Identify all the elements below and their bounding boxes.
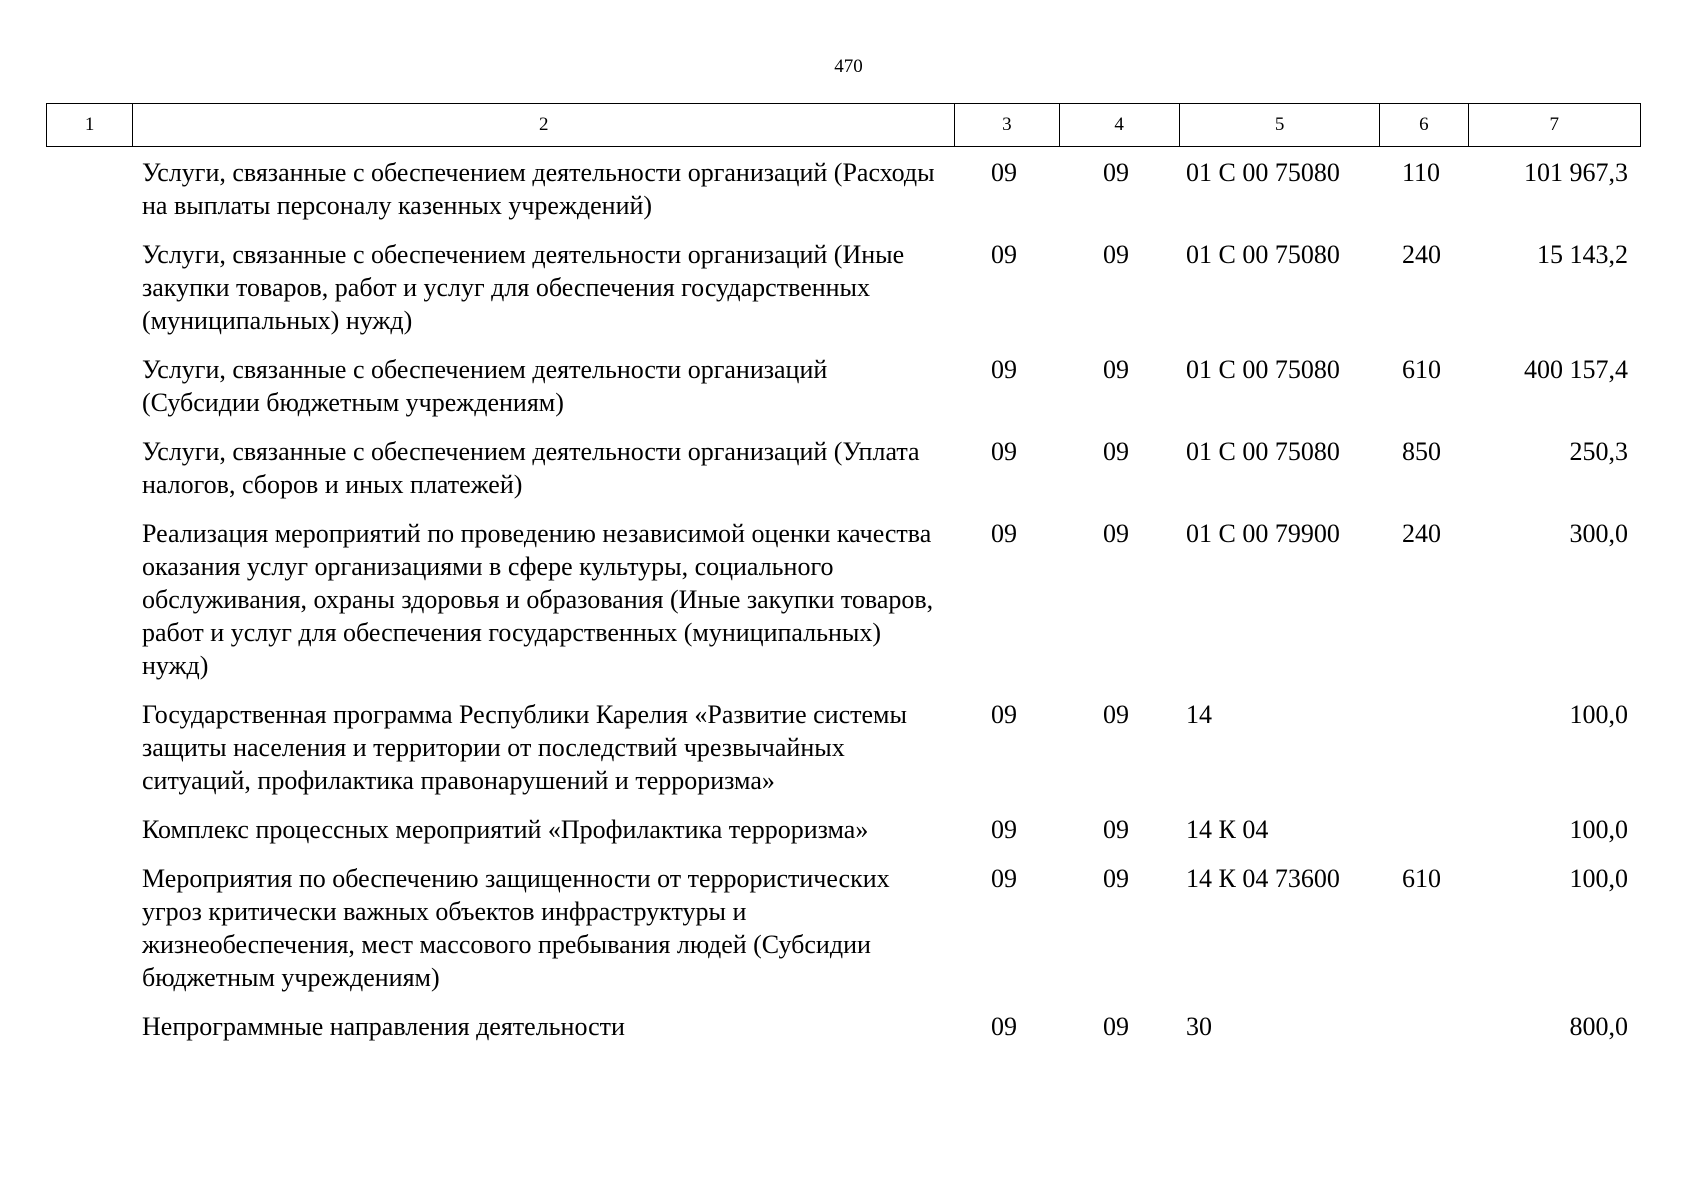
row-expense-type: 610 [1402, 864, 1441, 893]
row-name: Услуги, связанные с обеспечением деятельности организаций (Иные закупки товаров, работ и услуг для обеспечения государственных (муниципальных) нужд) [142, 240, 905, 335]
row-name: Комплекс процессных мероприятий «Профилактика терроризма» [142, 815, 869, 844]
row-expense-type: 110 [1402, 158, 1441, 187]
row-section: 09 [991, 815, 1017, 844]
row-subsection: 09 [1103, 519, 1129, 548]
row-target-article: 01 С 00 75080 [1186, 355, 1340, 384]
table-row [46, 353, 1641, 419]
row-target-article: 14 [1186, 700, 1212, 729]
row-sum: 400 157,4 [1524, 355, 1628, 384]
row-target-article: 14 К 04 73600 [1186, 864, 1340, 893]
header-col-1: 1 [47, 104, 133, 147]
row-target-article: 01 С 00 75080 [1186, 240, 1340, 269]
row-section: 09 [991, 1012, 1017, 1041]
page-number: 470 [834, 56, 863, 77]
row-name: Реализация мероприятий по проведению независимой оценки качества оказания услуг организациями в сфере культуры, социального обслуживания, охраны здоровья и образования (Иные закупки товаров, работ и услуг для обеспечения государственных (муниципальных) нужд) [142, 519, 934, 680]
header-col-6: 6 [1380, 104, 1468, 147]
header-col-7: 7 [1468, 104, 1640, 147]
row-sum: 100,0 [1569, 700, 1628, 729]
row-sum: 15 143,2 [1537, 240, 1628, 269]
table-header [46, 103, 1641, 147]
row-section: 09 [991, 700, 1017, 729]
row-sum: 100,0 [1569, 864, 1628, 893]
row-sum: 300,0 [1569, 519, 1628, 548]
row-section: 09 [991, 864, 1017, 893]
row-expense-type [1376, 698, 1464, 797]
row-sum: 250,3 [1569, 437, 1628, 466]
row-expense-type [1376, 1010, 1464, 1043]
header-col-5: 5 [1179, 104, 1380, 147]
row-section: 09 [991, 519, 1017, 548]
row-sum: 101 967,3 [1524, 158, 1628, 187]
row-subsection: 09 [1103, 864, 1129, 893]
row-subsection: 09 [1103, 437, 1129, 466]
row-subsection: 09 [1103, 815, 1129, 844]
row-section: 09 [991, 437, 1017, 466]
row-name: Услуги, связанные с обеспечением деятельности организаций (Расходы на выплаты персоналу казенных учреждений) [142, 158, 935, 220]
row-name: Государственная программа Республики Карелия «Развитие системы защиты населения и территории от последствий чрезвычайных ситуаций, профилактика правонарушений и терроризма» [142, 700, 907, 795]
row-target-article: 01 С 00 79900 [1186, 519, 1340, 548]
row-expense-type: 610 [1402, 355, 1441, 384]
table-row [46, 698, 1641, 797]
header-col-4: 4 [1059, 104, 1179, 147]
row-target-article: 01 С 00 75080 [1186, 158, 1340, 187]
row-target-article: 14 К 04 [1186, 815, 1269, 844]
row-target-article: 30 [1186, 1012, 1212, 1041]
header-col-2: 2 [133, 104, 955, 147]
row-expense-type: 240 [1402, 519, 1441, 548]
table-row [46, 238, 1641, 337]
table-row [46, 813, 1641, 846]
row-section: 09 [991, 355, 1017, 384]
row-subsection: 09 [1103, 700, 1129, 729]
header-col-3: 3 [955, 104, 1059, 147]
row-expense-type: 240 [1402, 240, 1441, 269]
row-section: 09 [991, 240, 1017, 269]
row-section: 09 [991, 158, 1017, 187]
row-expense-type [1376, 813, 1464, 846]
table-row [46, 517, 1641, 682]
row-name: Непрограммные направления деятельности [142, 1012, 625, 1041]
row-name: Услуги, связанные с обеспечением деятельности организаций (Субсидии бюджетным учреждениям) [142, 355, 828, 417]
row-sum: 100,0 [1569, 815, 1628, 844]
row-name: Услуги, связанные с обеспечением деятельности организаций (Уплата налогов, сборов и иных платежей) [142, 437, 920, 499]
row-name: Мероприятия по обеспечению защищенности от террористических угроз критически важных объектов инфраструктуры и жизнеобеспечения, мест массового пребывания людей (Субсидии бюджетным учреждениям) [142, 864, 890, 992]
table-row [46, 1010, 1641, 1043]
table-row [46, 862, 1641, 994]
row-subsection: 09 [1103, 240, 1129, 269]
row-target-article: 01 С 00 75080 [1186, 437, 1340, 466]
row-subsection: 09 [1103, 1012, 1129, 1041]
table-row [46, 435, 1641, 501]
table-body [46, 156, 1641, 1059]
row-sum: 800,0 [1569, 1012, 1628, 1041]
table-row [46, 156, 1641, 222]
row-expense-type: 850 [1402, 437, 1441, 466]
row-subsection: 09 [1103, 158, 1129, 187]
row-subsection: 09 [1103, 355, 1129, 384]
